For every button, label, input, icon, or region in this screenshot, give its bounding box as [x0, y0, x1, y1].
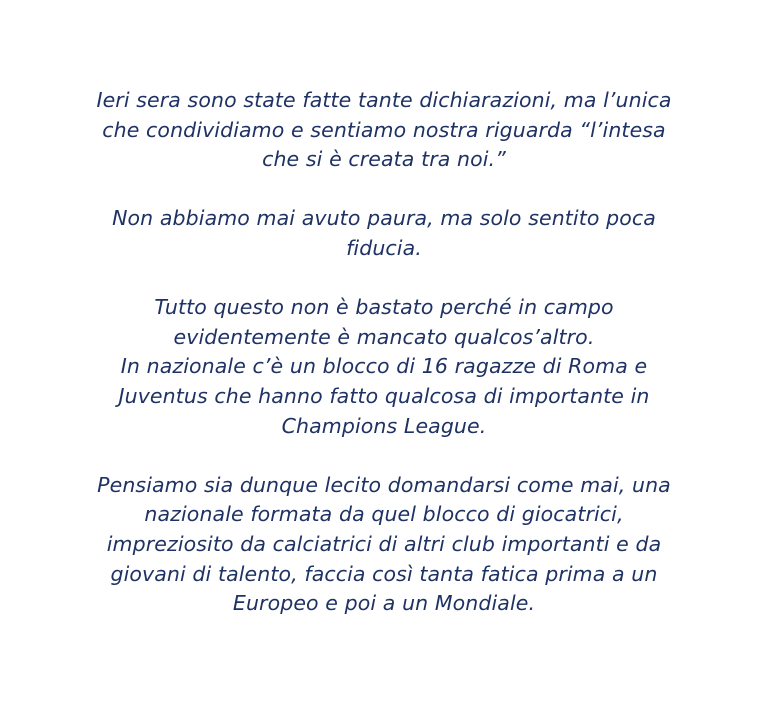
paragraph-fear [0, 204, 768, 263]
text-line: Tutto questo non è bastato perché in campo [154, 295, 614, 320]
text-line: che condividiamo e sentiamo nostra riguarda “l’intesa [102, 117, 666, 142]
text-line: Pensiamo sia dunque lecito domandarsi come mai, una [97, 472, 671, 497]
text-line: In nazionale c’è un blocco di 16 ragazze di Roma e [120, 354, 648, 379]
paragraph-statements [0, 86, 768, 175]
text-line: fiducia. [346, 235, 422, 260]
text-line: giovani di talento, faccia così tanta fatica prima a un [110, 561, 658, 586]
text-line: Juventus che hanno fatto qualcosa di importante in [118, 383, 650, 408]
paragraph-block [0, 293, 768, 441]
text-line: evidentemente è mancato qualcos’altro. [173, 324, 595, 349]
text-line: che si è creata tra noi.” [262, 147, 506, 172]
text-line: impreziosito da calciatrici di altri club importanti e da [106, 531, 662, 556]
paragraph-question [0, 471, 768, 619]
text-line: Champions League. [281, 413, 487, 438]
text-line: nazionale formata da quel blocco di giocatrici, [144, 502, 624, 527]
text-line: Ieri sera sono state fatte tante dichiarazioni, ma l’unica [96, 88, 672, 112]
statement-text [0, 86, 768, 648]
text-line: Europeo e poi a un Mondiale. [232, 591, 536, 616]
text-line: Non abbiamo mai avuto paura, ma solo sentito poca [112, 206, 656, 231]
